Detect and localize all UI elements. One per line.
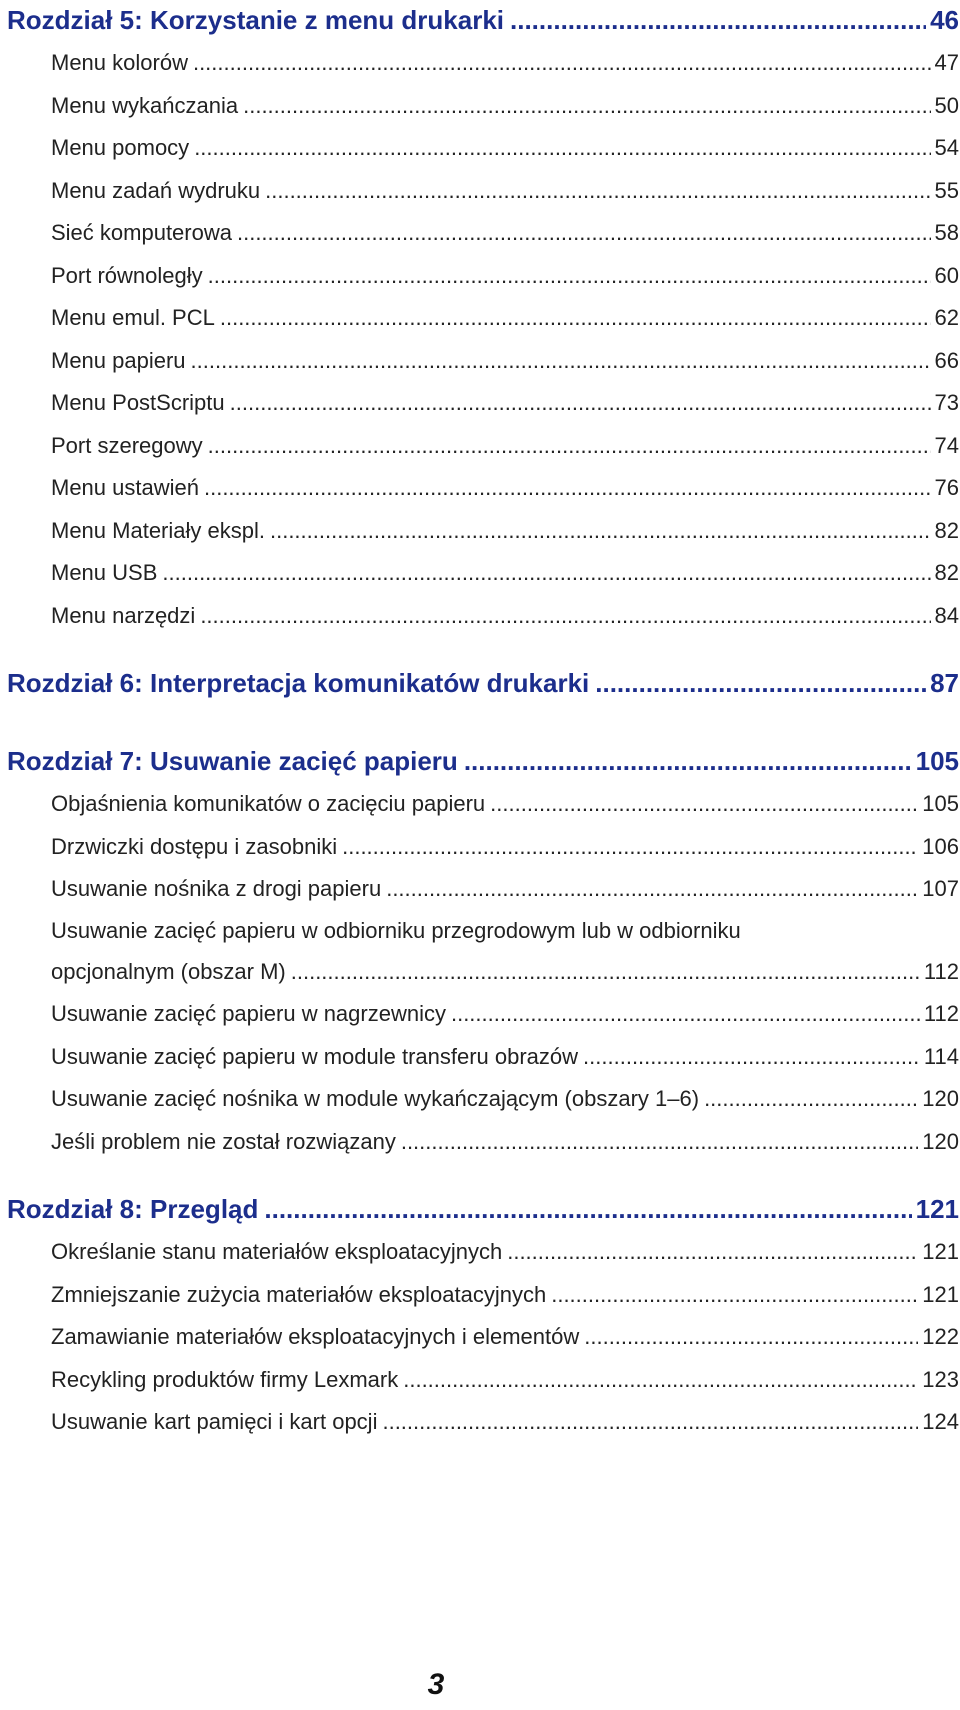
entry-title: Zmniejszanie zużycia materiałów eksploatacyjnych <box>51 1281 547 1307</box>
toc-entry[interactable] <box>7 1359 959 1402</box>
chapter-title: Rozdział 5: Korzystanie z menu drukarki <box>7 5 505 35</box>
entry-title: Zamawianie materiałów eksploatacyjnych i elementów <box>51 1324 580 1349</box>
chapter-6-heading[interactable] <box>7 663 959 703</box>
entry-title: Menu USB <box>51 560 158 585</box>
dot-leader <box>291 951 920 994</box>
entry-page-number: 55 <box>934 177 959 203</box>
entry-page-number: 74 <box>934 432 959 458</box>
entry-page-number: 66 <box>934 347 959 373</box>
toc-entry[interactable] <box>7 297 959 340</box>
chapter-page-number: 87 <box>930 668 959 698</box>
entry-page-number: 121 <box>922 1239 959 1264</box>
entry-page-number: 124 <box>922 1409 959 1434</box>
entry-title: Menu kolorów <box>51 50 188 75</box>
entry-page-number: 114 <box>923 1043 959 1069</box>
toc-entry[interactable] <box>7 1274 959 1317</box>
dot-leader <box>382 1401 918 1444</box>
entry-title: Menu zadań wydruku <box>51 177 261 203</box>
dot-leader <box>237 212 931 255</box>
entry-page-number: 47 <box>934 50 959 75</box>
dot-leader <box>230 382 931 425</box>
chapter-7-heading[interactable] <box>7 741 959 781</box>
chapter-page-number: 121 <box>915 1194 959 1224</box>
dot-leader <box>584 1316 918 1359</box>
entry-page-number: 106 <box>922 833 959 859</box>
entry-title: Recykling produktów firmy Lexmark <box>51 1366 399 1392</box>
entry-page-number: 82 <box>934 517 959 543</box>
toc-entry[interactable] <box>7 255 959 298</box>
page-number: 3 <box>427 1668 445 1701</box>
dot-leader <box>191 340 931 383</box>
toc-entry[interactable] <box>7 552 959 595</box>
dot-leader <box>704 1078 918 1121</box>
entry-title: Usuwanie kart pamięci i kart opcji <box>51 1409 378 1434</box>
entry-page-number: 84 <box>934 602 959 628</box>
toc-entry[interactable] <box>7 951 959 994</box>
entry-page-number: 120 <box>922 1086 959 1111</box>
chapter-8-heading[interactable] <box>7 1189 959 1229</box>
toc-entry[interactable] <box>7 783 959 826</box>
dot-leader <box>208 255 931 298</box>
dot-leader <box>451 993 920 1036</box>
entry-title: Menu emul. PCL <box>51 305 215 330</box>
toc-entry[interactable] <box>7 1121 959 1164</box>
chapter-title: Rozdział 7: Usuwanie zacięć papieru <box>7 746 458 776</box>
entry-page-number: 105 <box>922 791 959 816</box>
chapter-page-number: 105 <box>915 746 959 776</box>
dot-leader <box>583 1036 920 1079</box>
toc-entry[interactable] <box>7 127 959 170</box>
table-of-contents <box>7 0 959 1444</box>
entry-title: Menu Materiały ekspl. <box>51 517 265 543</box>
chapter-5-heading[interactable] <box>7 0 959 40</box>
chapter-title: Rozdział 8: Przegląd <box>7 1194 259 1224</box>
entry-title: Menu narzędzi <box>51 602 196 628</box>
dot-leader <box>162 552 930 595</box>
toc-entry[interactable] <box>7 510 959 553</box>
toc-entry[interactable] <box>7 85 959 128</box>
toc-entry[interactable] <box>7 1231 959 1274</box>
entry-page-number: 50 <box>934 92 959 118</box>
entry-title: Menu pomocy <box>51 135 190 160</box>
entry-title: Sieć komputerowa <box>51 220 232 245</box>
dot-leader <box>208 425 931 468</box>
toc-entry[interactable] <box>7 170 959 213</box>
entry-title: Menu PostScriptu <box>51 390 225 415</box>
dot-leader <box>220 297 931 340</box>
entry-title: Menu wykańczania <box>51 92 239 118</box>
entry-page-number: 112 <box>923 1001 959 1026</box>
toc-entry[interactable] <box>7 212 959 255</box>
entry-title: opcjonalnym (obszar M) <box>51 958 286 984</box>
toc-entry[interactable] <box>7 826 959 869</box>
entry-page-number: 60 <box>934 262 959 288</box>
entry-title: Określanie stanu materiałów eksploatacyjnych <box>51 1239 503 1264</box>
entry-title: Port równoległy <box>51 262 203 288</box>
dot-leader <box>386 868 918 911</box>
dot-leader <box>204 467 931 510</box>
dot-leader <box>507 1231 918 1274</box>
entry-title: Menu ustawień <box>51 475 199 500</box>
toc-entry[interactable] <box>7 42 959 85</box>
toc-entry[interactable] <box>7 425 959 468</box>
toc-entry[interactable] <box>7 1036 959 1079</box>
dot-leader <box>270 510 931 553</box>
dot-leader <box>264 1189 911 1229</box>
entry-page-number: 121 <box>922 1281 959 1307</box>
toc-entry[interactable] <box>7 868 959 911</box>
toc-entry[interactable] <box>7 1401 959 1444</box>
dot-leader <box>403 1359 918 1402</box>
entry-page-number: 112 <box>923 958 959 984</box>
dot-leader <box>551 1274 918 1317</box>
entry-page-number: 58 <box>934 220 959 245</box>
entry-title: Usuwanie zacięć papieru w module transferu obrazów <box>51 1043 579 1069</box>
toc-entry[interactable] <box>7 595 959 638</box>
entry-title: Menu papieru <box>51 347 186 373</box>
dot-leader <box>200 595 930 638</box>
toc-entry[interactable] <box>7 382 959 425</box>
dot-leader <box>243 85 930 128</box>
toc-entry[interactable] <box>7 467 959 510</box>
dot-leader <box>464 741 912 781</box>
entry-page-number: 107 <box>922 876 959 901</box>
entry-page-number: 73 <box>934 390 959 415</box>
entry-title: Jeśli problem nie został rozwiązany <box>51 1128 396 1154</box>
entry-title: Usuwanie zacięć nośnika w module wykańczającym (obszary 1–6) <box>51 1086 700 1111</box>
dot-leader <box>490 783 918 826</box>
dot-leader <box>510 0 926 40</box>
toc-entry[interactable] <box>7 1078 959 1121</box>
chapter-title: Rozdział 6: Interpretacja komunikatów drukarki <box>7 668 590 698</box>
toc-entry-line1[interactable] <box>7 911 959 951</box>
dot-leader <box>194 127 930 170</box>
entry-title: Port szeregowy <box>51 432 203 458</box>
entry-title: Drzwiczki dostępu i zasobniki <box>51 833 338 859</box>
entry-page-number: 76 <box>934 475 959 500</box>
entry-page-number: 82 <box>934 560 959 585</box>
chapter-page-number: 46 <box>930 5 959 35</box>
dot-leader <box>342 826 918 869</box>
entry-title: Objaśnienia komunikatów o zacięciu papieru <box>51 791 486 816</box>
dot-leader <box>265 170 930 213</box>
entry-title: Usuwanie nośnika z drogi papieru <box>51 876 382 901</box>
toc-entry[interactable] <box>7 1316 959 1359</box>
entry-title: Usuwanie zacięć papieru w nagrzewnicy <box>51 1001 446 1026</box>
toc-entry[interactable] <box>7 340 959 383</box>
dot-leader <box>193 42 931 85</box>
dot-leader <box>401 1121 918 1164</box>
entry-page-number: 123 <box>922 1366 959 1392</box>
dot-leader <box>595 663 926 703</box>
entry-page-number: 62 <box>934 305 959 330</box>
entry-page-number: 120 <box>922 1128 959 1154</box>
entry-page-number: 54 <box>934 135 959 160</box>
entry-page-number: 122 <box>922 1324 959 1349</box>
toc-entry[interactable] <box>7 993 959 1036</box>
entry-title: Usuwanie zacięć papieru w odbiorniku przegrodowym lub w odbiorniku <box>51 917 741 943</box>
